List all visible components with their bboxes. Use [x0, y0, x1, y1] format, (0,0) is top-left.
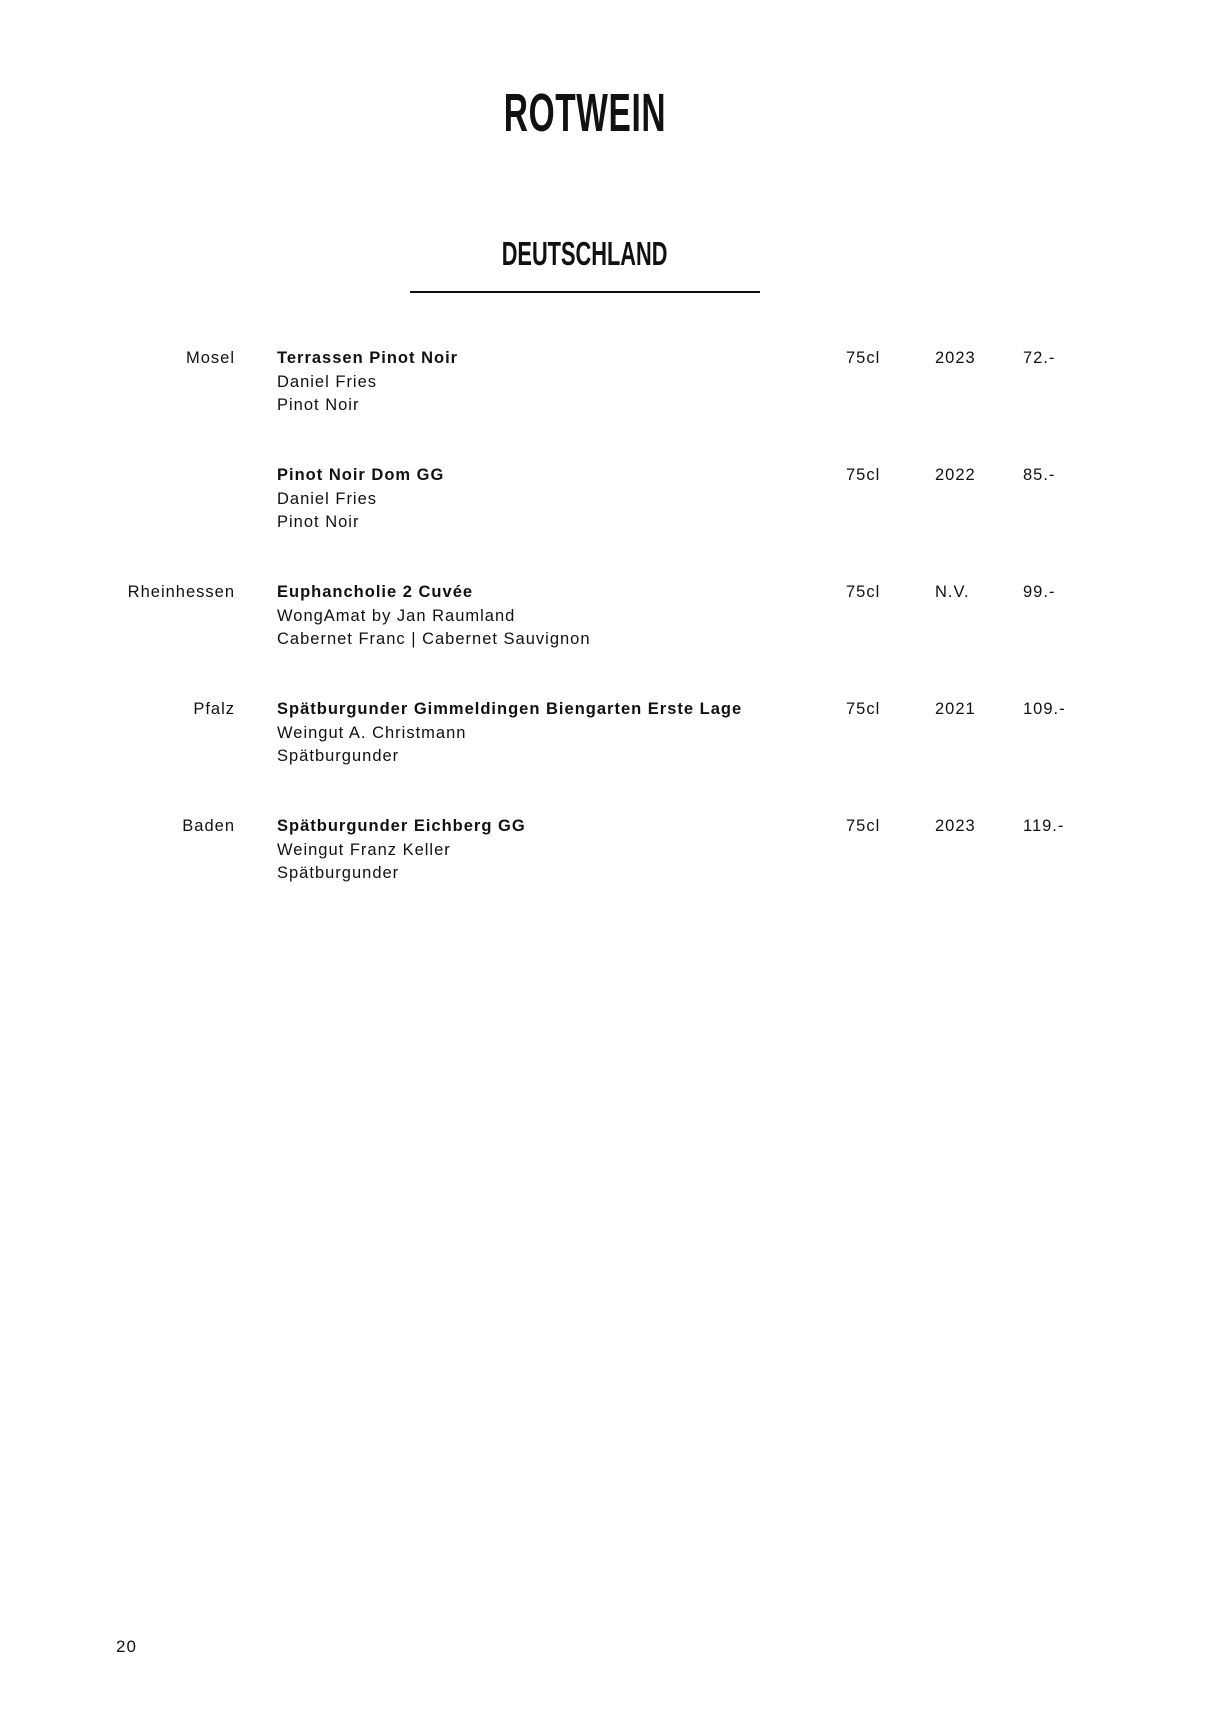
section-title	[0, 237, 1170, 270]
wine-year: 2022	[935, 466, 976, 484]
wine-producer: Weingut A. Christmann	[277, 723, 467, 742]
section-divider	[410, 291, 760, 293]
section-title-text: DEUTSCHLAND	[502, 235, 668, 272]
wine-details	[277, 581, 591, 652]
wine-grape: Pinot Noir	[277, 513, 360, 531]
page-number: 20	[116, 1637, 137, 1656]
wine-details	[277, 698, 742, 769]
wine-grape: Spätburgunder	[277, 864, 400, 882]
wine-grape: Spätburgunder	[277, 747, 400, 765]
wine-name: Spätburgunder Gimmeldingen Biengarten Erste Lage	[277, 700, 743, 718]
page-title-text: ROTWEIN	[503, 83, 667, 143]
wine-entry	[0, 698, 1222, 798]
wine-size: 75cl	[846, 700, 881, 718]
wine-producer: WongAmat by Jan Raumland	[277, 606, 516, 625]
wine-size: 75cl	[846, 817, 881, 835]
wine-details	[277, 464, 444, 535]
wine-producer: Daniel Fries	[277, 372, 378, 391]
wine-year: 2023	[935, 817, 976, 835]
wine-details	[277, 347, 458, 418]
wine-entry	[0, 347, 1222, 447]
wine-size: 75cl	[846, 583, 881, 601]
wine-name: Euphancholie 2 Cuvée	[277, 583, 474, 601]
wine-region: Mosel	[185, 349, 235, 367]
wine-name: Spätburgunder Eichberg GG	[277, 817, 526, 835]
wine-name: Pinot Noir Dom GG	[277, 466, 445, 484]
wine-region: Baden	[182, 817, 235, 835]
wine-region: Rheinhessen	[127, 583, 235, 601]
wine-price: 99.-	[1023, 583, 1056, 601]
wine-grape: Cabernet Franc | Cabernet Sauvignon	[277, 630, 591, 648]
wine-name: Terrassen Pinot Noir	[277, 349, 459, 367]
wine-size: 75cl	[846, 466, 881, 484]
page-title	[0, 83, 1170, 143]
wine-entry	[0, 581, 1222, 681]
wine-entry	[0, 464, 1222, 564]
wine-price: 85.-	[1023, 466, 1056, 484]
wine-grape: Pinot Noir	[277, 396, 360, 414]
wine-year: 2023	[935, 349, 976, 367]
wine-region: Pfalz	[193, 700, 235, 718]
wine-details	[277, 815, 526, 886]
wine-price: 72.-	[1023, 349, 1056, 367]
wine-producer: Daniel Fries	[277, 489, 378, 508]
wine-year: 2021	[935, 700, 976, 718]
wine-entry	[0, 815, 1222, 915]
wine-price: 119.-	[1023, 817, 1065, 835]
wine-size: 75cl	[846, 349, 881, 367]
wine-producer: Weingut Franz Keller	[277, 840, 451, 859]
wine-year: N.V.	[935, 583, 970, 601]
wine-price: 109.-	[1023, 700, 1066, 718]
